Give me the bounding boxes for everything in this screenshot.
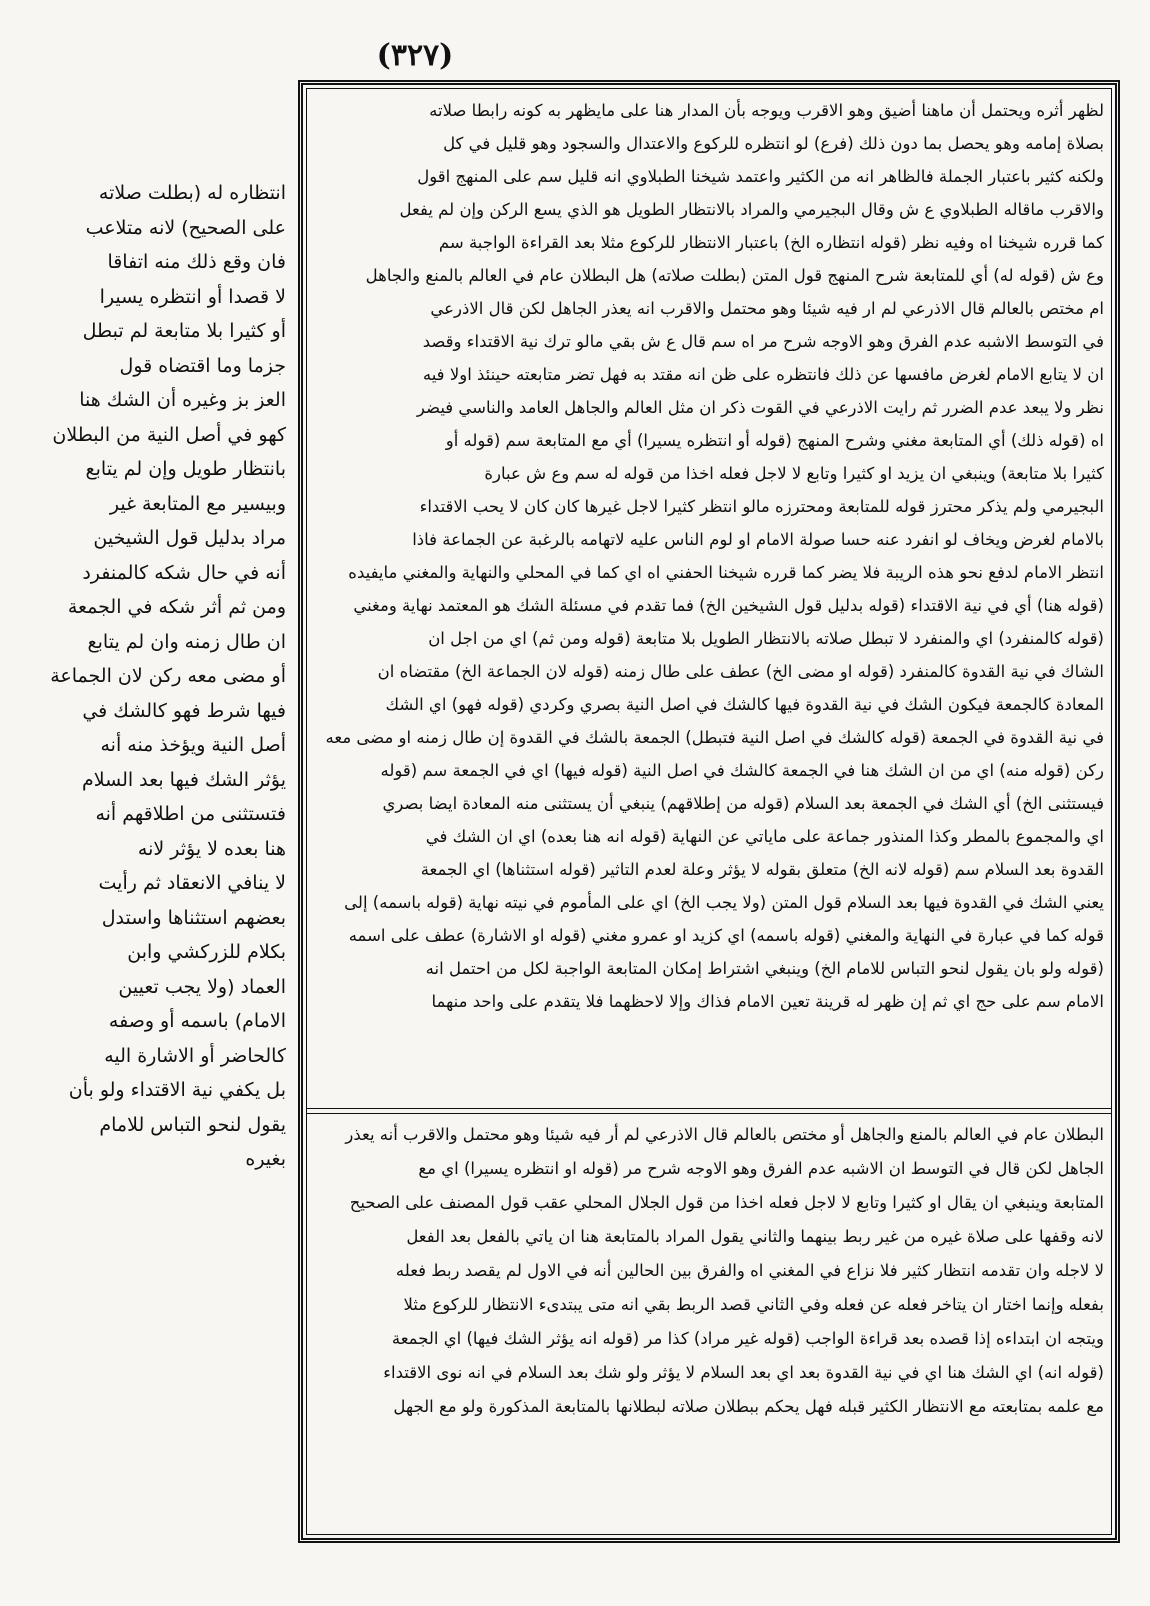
margin-line: بل يكفي نية الاقتداء ولو بأن (68, 1079, 286, 1101)
margin-line: بكلام للزركشي وابن (127, 941, 286, 963)
main-line: والاقرب ماقاله الطبلاوي ع ش وقال البجيرمي والمراد بالانتظار الطويل هو الذي يسع الركن وإن لم يفعل (399, 200, 1104, 219)
margin-matn-column (18, 176, 286, 1326)
margin-line: أو مضى معه ركن لان الجماعة (50, 665, 286, 687)
margin-line: انتظاره له (بطلت صلاته (98, 182, 286, 204)
main-line: الامام سم على حج اي ثم إن ظهر له قرينة تعين الامام فذاك وإلا لاحظهما فلا يتقدم على واحد منهما (431, 992, 1104, 1011)
lower-commentary-block (314, 1118, 1104, 1530)
main-line: بصلاة إمامه وهو يحصل بما دون ذلك (فرع) لو انتظره للركوع والاعتدال والسجود وهو قليل في كل (443, 134, 1104, 153)
margin-line: أصل النية ويؤخذ منه أنه (100, 734, 286, 756)
margin-line: فتستثنى من اطلاقهم أنه (95, 803, 286, 825)
margin-line: جزما وما اقتضاه قول (119, 354, 286, 377)
main-line: في التوسط الاشبه عدم الفرق وهو الاوجه شرح مر اه سم قال ع ش بقي مالو ترك نية الاقتداء وقصد (422, 332, 1104, 351)
margin-line: كالحاضر أو الاشارة اليه (104, 1044, 286, 1067)
margin-line: يقول لنحو التباس للامام (99, 1113, 286, 1136)
lower-line: لانه وقفها على صلاة غيره من غير ربط بينهما والثاني يقول المراد بالمتابعة هنا ان ياتي بالفعل بعد الفعل (406, 1227, 1104, 1246)
margin-line: الامام) باسمه أو وصفه (108, 1010, 286, 1032)
margin-line: هنا بعده لا يؤثر لانه (137, 837, 286, 860)
main-line: ان لا يتابع الامام لغرض مافسها عن ذلك فانتظره على ظن انه مقتد به فهل تضر متابعته حينئذ اولا فيه (422, 365, 1104, 384)
margin-line: يؤثر الشك فيها بعد السلام (82, 768, 286, 791)
lower-line: لا لاجله وان تقدمه انتظار كثير فلا نزاع في المغني اه والفرق بين الحالين أنه في الاول لم يقصد ربط فعله (395, 1261, 1104, 1280)
main-line: (قوله ولو بان يقول لنحو التباس للامام الخ) وينبغي اشتراط إمكان المتابعة الواجبة لكل من احتمل انه (425, 959, 1104, 978)
main-line: يعني الشك في القدوة فيها بعد السلام قول المتن (ولا يجب الخ) اي على المأموم في نيته نهاية (قوله باسمه) إلى (344, 893, 1104, 912)
margin-line: فان وقع ذلك منه اتفاقا (107, 251, 286, 273)
margin-line: وبيسير مع المتابعة غير (109, 492, 286, 515)
main-line: البجيرمي ولم يذكر محترز قوله للمتابعة ومحترزه مالو انتظر كثيرا لاجل غيرها كان كان لا يحب الاقتداء (419, 497, 1104, 516)
main-line: في نية القدوة في الجمعة (قوله كالشك في اصل النية فتبطل) الجمعة بالشك في القدوة إن طال زمنه او مضى معه (325, 728, 1104, 747)
main-line: ركن (قوله منه) اي من ان الشك هنا في الجمعة كالشك في اصل النية (قوله فيها) اي في الجمعة سم (قوله (380, 761, 1104, 780)
margin-line: لا قصدا أو انتظره يسيرا (99, 285, 286, 308)
page-number: (٣٢٧) (376, 38, 454, 73)
margin-line: بعضهم استثناها واستدل (101, 906, 286, 929)
main-line: نظر ولا يبعد عدم الضرر ثم رايت الاذرعي في القوت ذكر ان مثل العالم والجاهل العامد والناسي فيضر (416, 398, 1104, 417)
main-line: كثيرا بلا متابعة) وينبغي ان يزيد او كثيرا وتابع لا لاجل فعله اخذا من قوله له سم وع ش عبارة (484, 464, 1104, 483)
lower-line: ويتجه ان ابتداءه إذا قصده بعد قراءة الواجب (قوله غير مراد) كذا مر (قوله انه يؤثر الشك فيها) اي الجمعة (391, 1329, 1104, 1348)
margin-line: ان طال زمنه وان لم يتابع (87, 630, 286, 653)
main-line: كما قرره شيخنا اه وفيه نظر (قوله انتظاره الخ) باعتبار الانتظار للركوع مثلا بعد القراءة الواجبة سم (438, 233, 1104, 252)
main-line: الشاك في نية القدوة كالمنفرد (قوله او مضى الخ) عطف على طال زمنه (قوله لان الجماعة الخ) مقتضاه ان (377, 662, 1104, 681)
lower-line: (قوله انه) اي الشك هنا اي في نية القدوة بعد اي بعد السلام لا يؤثر ولو شك بعد السلام في انه نوى الاقتداء (383, 1363, 1104, 1382)
main-line: ولكنه كثير باعتبار الجملة فالظاهر انه من الكثير واعتمد شيخنا الطبلاوي انه قليل سم على المنهج اقول (417, 167, 1104, 186)
margin-line: مراد بدليل قول الشيخين (93, 527, 286, 549)
lower-line: المتابعة وينبغي ان يقال او كثيرا وتابع لا لاجل فعله اخذا من قول الجلال المحلي عقب قول المصنف على الصحيح (349, 1193, 1104, 1212)
main-line: وع ش (قوله له) أي للمتابعة شرح المنهج قول المتن (بطلت صلاته) هل البطلان عام في العالم بالمنع والجاهل (365, 266, 1104, 285)
lower-line: الجاهل لكن قال في التوسط ان الاشبه عدم الفرق وهو الاوجه شرح مر (قوله او انتظره يسيرا) اي مع (418, 1159, 1104, 1178)
main-line: قوله كما في عبارة في النهاية والمغني (قوله باسمه) اي كزيد او عمرو مغني (قوله او الاشارة) عطف على اسمه (348, 926, 1104, 945)
margin-line: العماد (ولا يجب تعيين (118, 975, 286, 998)
margin-line: العز بز وغيره أن الشك هنا (79, 389, 286, 411)
main-line: اه (قوله ذلك) أي المتابعة مغني وشرح المنهج (قوله أو انتظره يسيرا) أي مع المتابعة سم (قوله أو (445, 431, 1104, 450)
main-line: لظهر أثره ويحتمل أن ماهنا أضيق وهو الاقرب ويوجه بأن المدار هنا على مايظهر به كونه رابطا صلاته (429, 101, 1104, 120)
main-line: فيستثنى الخ) أي الشك في الجمعة بعد السلام (قوله من إطلاقهم) ينبغي أن يستثنى منه المعادة ايضا بصري (382, 794, 1104, 813)
margin-line: بانتظار طويل وإن لم يتابع (85, 458, 286, 480)
margin-line: أنه في حال شكه كالمنفرد (82, 561, 286, 584)
main-line: (قوله هنا) أي في نية الاقتداء (قوله بدليل قول الشيخين الخ) فما تقدم في مسئلة الشك هو المعتمد نهاية ومغني (353, 596, 1104, 615)
main-line: ام مختص بالعالم قال الاذرعي لم ار فيه شيئا وهو محتمل والاقرب انه يعذر الجاهل لكن قال الاذرعي (430, 299, 1104, 318)
margin-line: كهو في أصل النية من البطلان (52, 423, 286, 446)
main-line: المعادة كالجمعة فيكون الشك في نية القدوة فيها كالشك في اصل النية بصري وكردي (قوله فهو) اي الشك (385, 695, 1104, 714)
main-line: (قوله كالمنفرد) اي والمنفرد لا تبطل صلاته بالانتظار الطويل بلا متابعة (قوله ومن ثم) اي من اجل ان (428, 629, 1104, 648)
main-commentary-block (314, 94, 1104, 1104)
margin-line: ومن ثم أثر شكه في الجمعة (67, 596, 286, 618)
lower-line: البطلان عام في العالم بالمنع والجاهل أو مختص بالعالم قال الاذرعي لم أر فيه شيئا وهو محتمل والاقرب أنه يعذر (345, 1125, 1104, 1144)
margin-line: بغيره (245, 1148, 286, 1170)
section-divider (306, 1108, 1112, 1114)
margin-line: على الصحيح) لانه متلاعب (85, 216, 286, 239)
main-line: بالامام لغرض ويخاف لو انفرد عنه حسا صولة الامام او لوم الناس عليه لاتهامه بالرغبة عن الجماعة فاذا (412, 530, 1104, 549)
lower-line: مع علمه بمتابعته مع الانتظار الكثير قبله فهل يحكم ببطلان صلاته لبطلانها بالمتابعة المذكورة ولو مع الجهل (393, 1397, 1104, 1416)
margin-line: لا ينافي الانعقاد ثم رأيت (98, 872, 286, 894)
main-line: القدوة بعد السلام سم (قوله لانه الخ) متعلق بقوله لا يؤثر وعلة لعدم التاثير (قوله استثناها) اي الجمعة (420, 860, 1104, 879)
lower-line: بفعله وإنما اختار ان يتاخر فعله عن فعله وفي الثاني قصد الربط بقي انه متى يبتدىء الانتظار للركوع مثلا (403, 1295, 1104, 1314)
margin-line: فيها شرط فهو كالشك في (82, 699, 286, 722)
main-line: انتظر الامام لدفع نحو هذه الريبة فلا يضر كما قرره شيخنا الحفني اه اي كما في المحلي والنهاية والمغني مايفيده (348, 563, 1104, 582)
main-line: اي والمجموع بالمطر وكذا المنذور جماعة على ماياتي عن النهاية (قوله انه هنا بعده) اي ان الشك في (425, 827, 1104, 846)
margin-line: أو كثيرا بلا متابعة لم تبطل (82, 320, 286, 342)
